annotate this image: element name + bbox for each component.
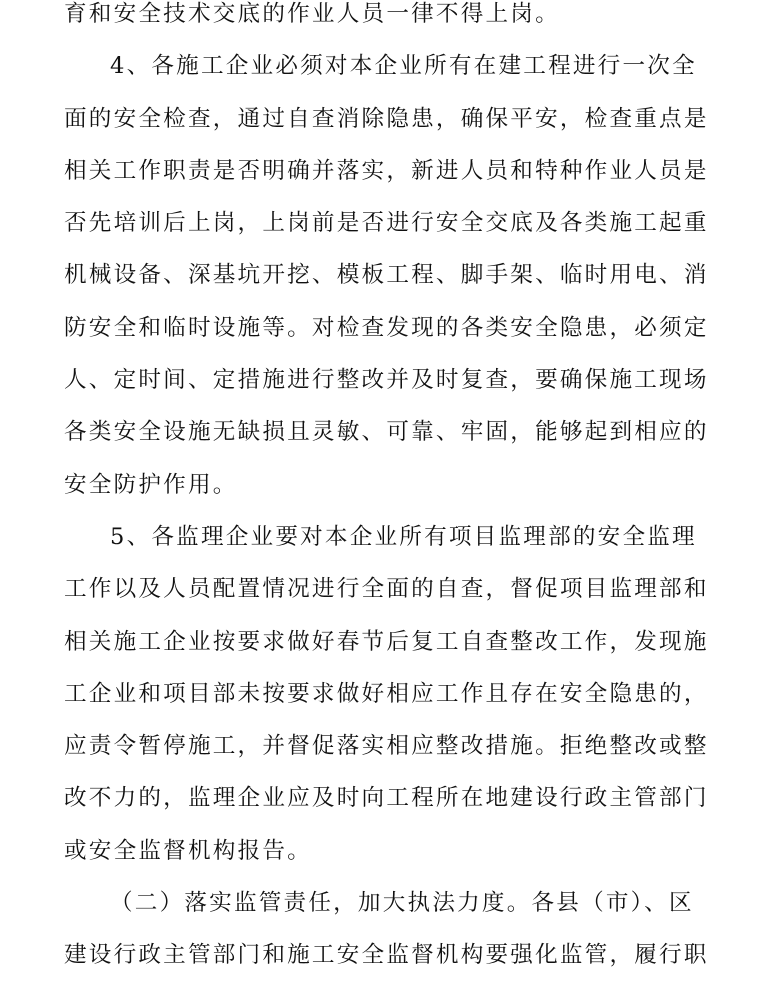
paragraph-4-line-8: 各类安全设施无缺损且灵敏、可靠、牢固，能够起到相应的	[64, 419, 709, 446]
paragraph-4-line-1: 4、各施工企业必须对本企业所有在建工程进行一次全	[110, 53, 697, 80]
section-2-heading-line: （二）落实监管责任，加大执法力度。各县（市）、区	[110, 890, 694, 917]
paragraph-4-line-5: 机械设备、深基坑开挖、模板工程、脚手架、临时用电、消	[64, 262, 709, 289]
paragraph-5-line-1: 5、各监理企业要对本企业所有项目监理部的安全监理	[110, 523, 697, 550]
section-2-line-2: 建设行政主管部门和施工安全监督机构要强化监管，履行职	[64, 942, 709, 969]
paragraph-5-line-3: 相关施工企业按要求做好春节后复工自查整改工作，发现施	[64, 628, 709, 655]
paragraph-4-line-7: 人、定时间、定措施进行整改并及时复查，要确保施工现场	[64, 367, 709, 394]
paragraph-5-line-5: 应责令暂停施工，并督促落实相应整改措施。拒绝整改或整	[64, 733, 709, 760]
paragraph-5-line-6: 改不力的，监理企业应及时向工程所在地建设行政主管部门	[64, 785, 709, 812]
paragraph-4-line-3: 相关工作职责是否明确并落实，新进人员和特种作业人员是	[64, 157, 709, 184]
paragraph-4-line-9: 安全防护作用。	[64, 471, 238, 498]
paragraph-4-line-6: 防安全和临时设施等。对检查发现的各类安全隐患，必须定	[64, 314, 709, 341]
paragraph-4-line-2: 面的安全检查，通过自查消除隐患，确保平安，检查重点是	[64, 105, 709, 132]
text-line-1: 育和安全技术交底的作业人员一律不得上岗。	[64, 1, 560, 27]
paragraph-5-line-7: 或安全监督机构报告。	[64, 837, 312, 864]
paragraph-5-line-2: 工作以及人员配置情况进行全面的自查，督促项目监理部和	[64, 576, 709, 603]
paragraph-4-line-4: 否先培训后上岗，上岗前是否进行安全交底及各类施工起重	[64, 210, 709, 237]
paragraph-5-line-4: 工企业和项目部未按要求做好相应工作且存在安全隐患的，	[64, 680, 709, 707]
document-page	[64, 0, 709, 982]
